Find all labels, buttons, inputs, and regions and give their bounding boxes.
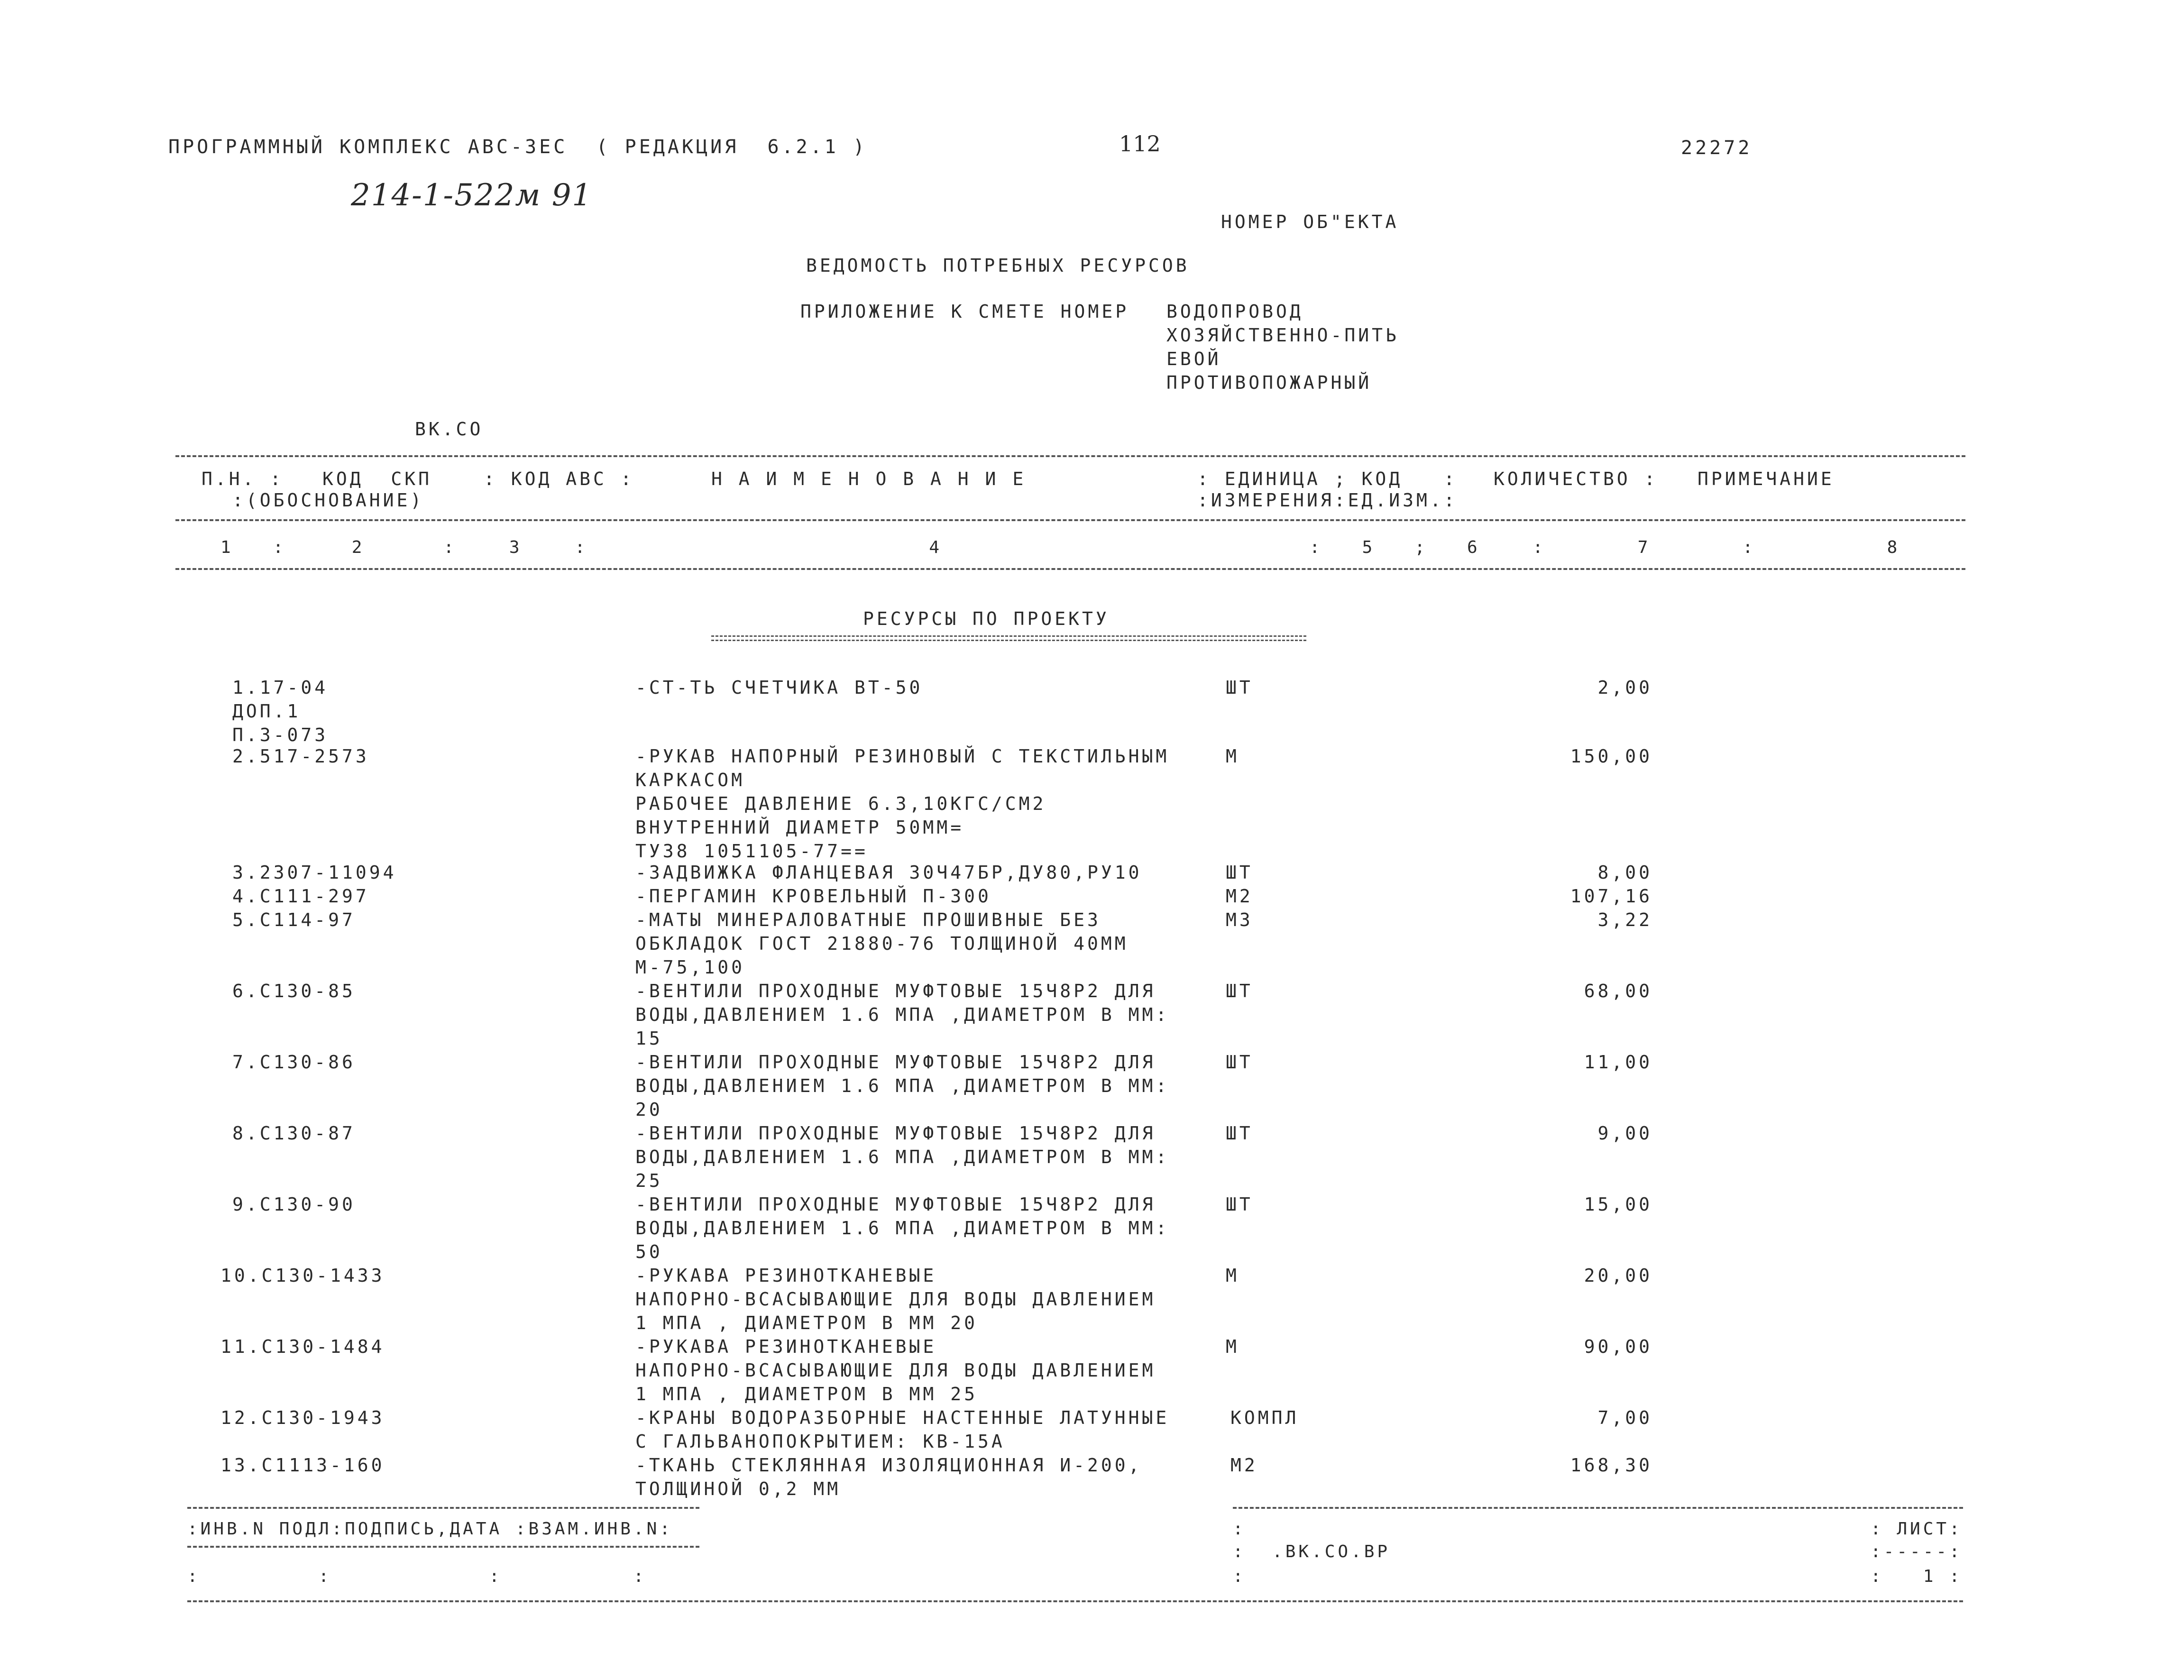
item-quantity: 20,00 xyxy=(1584,1265,1652,1286)
item-quantity: 90,00 xyxy=(1584,1336,1652,1357)
footer-top-rule-right xyxy=(1233,1507,1963,1509)
footer-bottom-rule xyxy=(187,1600,1963,1602)
item-unit: М3 xyxy=(1226,909,1253,930)
item-quantity: 8,00 xyxy=(1597,862,1652,883)
item-quantity: 15,00 xyxy=(1584,1194,1652,1215)
item-code: 9.С130-90 xyxy=(232,1194,356,1215)
item-code: 12.С130-1943 xyxy=(220,1407,385,1428)
item-name: -МАТЫ МИНЕРАЛОВАТНЫЕ ПРОШИВНЫЕ БЕЗ ОБКЛАДОК ГОСТ 21880-76 ТОЛЩИНОЙ 40ММ М-75,100 xyxy=(635,909,1129,978)
estimate-code: ВК.СО xyxy=(415,419,484,440)
item-quantity: 150,00 xyxy=(1570,746,1652,767)
estimate-label: ПРИЛОЖЕНИЕ К СМЕТЕ НОМЕР xyxy=(800,301,1129,322)
item-unit: М xyxy=(1226,1336,1239,1357)
item-name: -РУКАВ НАПОРНЫЙ РЕЗИНОВЫЙ С ТЕКСТИЛЬНЫМ КАРКАСОМ РАБОЧЕЕ ДАВЛЕНИЕ 6.3,10КГС/СМ2 ВНУТРЕННИЙ ДИАМЕТР 50ММ= ТУ38 1051105-77== xyxy=(635,746,1170,862)
item-quantity: 68,00 xyxy=(1584,981,1652,1001)
estimate-name-line: ВОДОПРОВОД xyxy=(1166,301,1303,322)
item-unit: ШТ xyxy=(1226,677,1253,698)
doc-code: : .ВК.СО.ВР xyxy=(1233,1542,1391,1561)
page-title: ВЕДОМОСТЬ ПОТРЕБНЫХ РЕСУРСОВ xyxy=(806,255,1190,276)
item-name: -ЗАДВИЖКА ФЛАНЦЕВАЯ 30Ч47БР,ДУ80,РУ10 xyxy=(635,862,1142,883)
item-name: -ТКАНЬ СТЕКЛЯННАЯ ИЗОЛЯЦИОННАЯ И-200, ТОЛЩИНОЙ 0,2 ММ xyxy=(635,1455,1142,1499)
item-unit: ШТ xyxy=(1226,981,1253,1001)
item-name: -ПЕРГАМИН КРОВЕЛЬНЫЙ П-300 xyxy=(635,886,991,907)
item-code: 11.С130-1484 xyxy=(220,1336,385,1357)
document-code: 22272 xyxy=(1681,137,1753,159)
item-unit: КОМПЛ xyxy=(1230,1407,1299,1428)
item-unit: ШТ xyxy=(1226,1052,1253,1073)
item-name: -СТ-ТЬ СЧЕТЧИКА ВТ-50 xyxy=(635,677,923,698)
col-header-name: Н А И М Е Н О В А Н И Е xyxy=(711,468,1027,489)
item-quantity: 2,00 xyxy=(1597,677,1652,698)
item-code: 2.517-2573 xyxy=(232,746,369,767)
item-quantity: 9,00 xyxy=(1597,1123,1652,1144)
item-name: -КРАНЫ ВОДОРАЗБОРНЫЕ НАСТЕННЫЕ ЛАТУННЫЕ С ГАЛЬВАНОПОКРЫТИЕМ: КВ-15А xyxy=(635,1407,1170,1452)
table-numbers-rule xyxy=(175,568,1965,570)
sheet-number: : 1 : xyxy=(1871,1567,1963,1586)
item-unit: ШТ xyxy=(1226,1123,1253,1144)
item-name: -ВЕНТИЛИ ПРОХОДНЫЕ МУФТОВЫЕ 15Ч8Р2 ДЛЯ ВОДЫ,ДАВЛЕНИЕМ 1.6 МПА ,ДИАМЕТРОМ В ММ: 25 xyxy=(635,1123,1170,1191)
item-code: 8.С130-87 xyxy=(232,1123,356,1144)
item-name: -ВЕНТИЛИ ПРОХОДНЫЕ МУФТОВЫЕ 15Ч8Р2 ДЛЯ ВОДЫ,ДАВЛЕНИЕМ 1.6 МПА ,ДИАМЕТРОМ В ММ: 20 xyxy=(635,1052,1170,1120)
col-header-code-skp: КОД СКП xyxy=(322,468,432,489)
col-header-quantity: КОЛИЧЕСТВО : xyxy=(1494,468,1658,489)
item-name: -ВЕНТИЛИ ПРОХОДНЫЕ МУФТОВЫЕ 15Ч8Р2 ДЛЯ ВОДЫ,ДАВЛЕНИЕМ 1.6 МПА ,ДИАМЕТРОМ В ММ: 15 xyxy=(635,981,1170,1049)
table-header-rule xyxy=(175,519,1965,521)
col-header-code-abc: : КОД АВС : xyxy=(484,468,634,489)
stamp-colon-2: : xyxy=(1233,1567,1246,1586)
col-header-note: ПРИМЕЧАНИЕ xyxy=(1698,468,1835,489)
table-top-rule xyxy=(175,455,1965,457)
stamp-colon: : xyxy=(1233,1519,1246,1539)
item-code: 10.С130-1433 xyxy=(220,1265,385,1286)
object-number-label: НОМЕР ОБ"ЕКТА xyxy=(1221,211,1399,232)
estimate-name-line: ПРОТИВОПОЖАРНЫЙ xyxy=(1166,372,1372,393)
col-header-number: П.Н. : xyxy=(202,468,284,489)
item-unit: М xyxy=(1226,746,1239,767)
column-numbers-row: 1 : 2 : 3 : 4 : 5 ; 6 : 7 : 8 xyxy=(220,538,1900,557)
page-number: 112 xyxy=(1119,131,1161,156)
col-header-unit: : ЕДИНИЦА ; КОД : xyxy=(1197,468,1458,489)
sheet-separator: :-----: xyxy=(1871,1542,1963,1561)
section-title: РЕСУРСЫ ПО ПРОЕКТУ xyxy=(863,608,1110,629)
sheet-label: : ЛИСТ: xyxy=(1871,1519,1963,1539)
col-header-justification: :(ОБОСНОВАНИЕ) xyxy=(232,490,424,511)
stamp-mid-rule xyxy=(187,1546,699,1548)
item-quantity: 7,00 xyxy=(1597,1407,1652,1428)
item-code: 3.2307-11094 xyxy=(232,862,397,883)
item-code: 5.С114-97 xyxy=(232,909,356,930)
stamp-cells: : : : : xyxy=(187,1567,647,1586)
item-unit: М2 xyxy=(1230,1455,1258,1476)
estimate-name-line: ХОЗЯЙСТВЕННО-ПИТЬ xyxy=(1166,325,1399,346)
item-code: 13.С1113-160 xyxy=(220,1455,385,1476)
item-name: -РУКАВА РЕЗИНОТКАНЕВЫЕ НАПОРНО-ВСАСЫВАЮЩИЕ ДЛЯ ВОДЫ ДАВЛЕНИЕМ 1 МПА , ДИАМЕТРОМ В ММ 20 xyxy=(635,1265,1156,1333)
item-unit: ШТ xyxy=(1226,862,1253,883)
section-title-underline xyxy=(711,635,1306,641)
item-name: -РУКАВА РЕЗИНОТКАНЕВЫЕ НАПОРНО-ВСАСЫВАЮЩИЕ ДЛЯ ВОДЫ ДАВЛЕНИЕМ 1 МПА , ДИАМЕТРОМ В ММ 25 xyxy=(635,1336,1156,1405)
handwritten-note: 214-1-522м 91 xyxy=(351,178,593,213)
footer-top-rule-left xyxy=(187,1507,699,1509)
item-name: -ВЕНТИЛИ ПРОХОДНЫЕ МУФТОВЫЕ 15Ч8Р2 ДЛЯ ВОДЫ,ДАВЛЕНИЕМ 1.6 МПА ,ДИАМЕТРОМ В ММ: 50 xyxy=(635,1194,1170,1262)
item-unit: ШТ xyxy=(1226,1194,1253,1215)
program-header: ПРОГРАММНЫЙ КОМПЛЕКС АВС-3ЕС ( РЕДАКЦИЯ 6.2.1 ) xyxy=(168,136,868,158)
item-quantity: 3,22 xyxy=(1597,909,1652,930)
item-code: 1.17-04 ДОП.1 П.3-073 xyxy=(232,677,329,745)
col-header-unit-code: :ИЗМЕРЕНИЯ:ЕД.ИЗМ.: xyxy=(1197,490,1458,511)
item-quantity: 168,30 xyxy=(1570,1455,1652,1476)
estimate-name-line: ЕВОЙ xyxy=(1166,349,1221,369)
item-unit: М2 xyxy=(1226,886,1253,907)
item-code: 7.С130-86 xyxy=(232,1052,356,1073)
item-quantity: 107,16 xyxy=(1570,886,1652,907)
item-quantity: 11,00 xyxy=(1584,1052,1652,1073)
estimate-name xyxy=(1166,300,1399,395)
item-code: 6.С130-85 xyxy=(232,981,356,1001)
stamp-header: :ИНВ.N ПОДЛ:ПОДПИСЬ,ДАТА :ВЗАМ.ИНВ.N: xyxy=(187,1519,673,1539)
item-code: 4.С111-297 xyxy=(232,886,369,907)
item-unit: М xyxy=(1226,1265,1239,1286)
